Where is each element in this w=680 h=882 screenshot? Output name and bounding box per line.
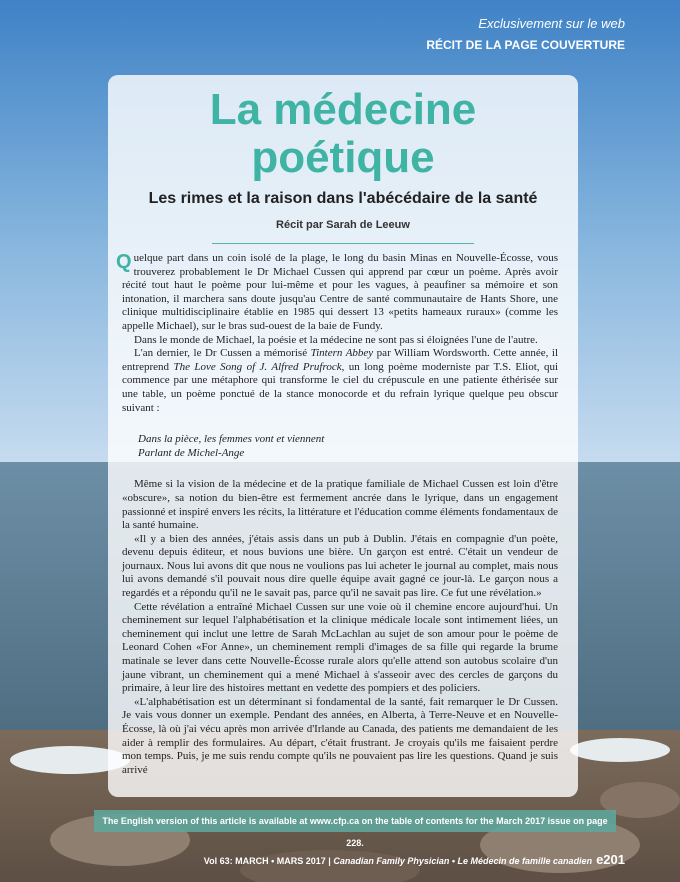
drop-cap: Q <box>116 251 132 273</box>
page-footer <box>204 852 625 867</box>
paragraph-3-part-a: L'an dernier, le Dr Cussen a mémorisé <box>134 347 311 360</box>
paragraph-3-part-b: par William Wordsworth. Cette année, il entreprend <box>122 347 558 373</box>
paragraph-4: Même si la vision de la médecine et de la pratique familiale de Michael Cussen est loin d'être «obscure», sa notion du bien-être est fermement ancrée dans le lyrique, dans un engagement passionné et inspiré envers les récits, la littérature et l'éducation comme éléments fondamentaux de la santé humaine. <box>122 478 558 532</box>
paragraph-1-text: uelque part dans un coin isolé de la plage, le long du basin Minas en Nouvelle-Écosse, vous trouverez probablement le Dr Michael Cussen qui apprend par cœur un poème. Après avoir récité tout haut le poème pour lui-même et pour les vagues, à peaufiner sa mémoire et son intonation, il marchera sans doute jusqu'au Centre de santé communautaire de Hants Shore, une clinique multidisciplinaire établie en 1985 qui dessert 13 «petits hameaux ruraux» (comme les appelle Michael), sur le bras sud-ouest de la baie de Fundy. <box>122 252 558 332</box>
article-subtitle: Les rimes et la raison dans l'abécédaire de la santé <box>148 190 538 207</box>
poem-quote <box>138 433 558 460</box>
paragraph-7: «L'alphabétisation est un déterminant si fondamental de la santé, fait remarquer le Dr Cussen. Je vais vous donner un exemple. Pendant des années, en Alberta, à Terre-Neuve et en Nouvelle-Écosse, là où j'ai vécu après mon arrivée d'Irlande au Canada, des patients me demandaient de les aider à remplir des formulaires. Au départ, c'était frustrant. Je croyais qu'ils me faisaient perdre mon temps. Puis, je me suis rendu compte qu'ils ne pouvaient pas lire les questions. Quand je suis arrivé <box>122 695 558 776</box>
article-body <box>116 251 558 782</box>
paragraph-2: Dans le monde de Michael, la poésie et la médecine ne sont pas si éloignées l'une de l'autre. <box>134 333 538 346</box>
section-label: RÉCIT DE LA PAGE COUVERTURE <box>426 38 625 52</box>
footer-volume: Vol 63: MARCH • MARS 2017 | <box>203 856 334 866</box>
paragraph-3 <box>122 347 558 415</box>
article-byline: Récit par Sarah de Leeuw <box>276 219 410 231</box>
web-exclusive-kicker: Exclusivement sur le web <box>478 16 625 31</box>
title-line-1: La médecine <box>209 85 477 134</box>
footer-magazine: Canadian Family Physician • Le Médecin de famille canadien <box>333 856 593 866</box>
paragraph-1 <box>116 251 558 334</box>
paragraph-6: Cette révélation a entraîné Michael Cussen sur une voie où il chemine encore aujourd'hui. Un cheminement sur lequel l'alphabétisation et la clinique médicale locale sont intimement liées, un cheminement qui inclut une lettre de Sarah McLachlan au sujet de son amour pour le poème de Leonard Cohen «For Anne», un cheminement rempli d'images de sa fille qui regarde la brume matinale se lever dans cette Nouvelle-Écosse rurale alors qu'elle attend son autobus scolaire d'un jaune vibrant, un cheminement qui a mené Michael à s'asseoir avec des cercles de garçons du primaire, à leur lire des histoires mettant en vedette des pompiers et des policiers. <box>122 600 558 695</box>
article-title <box>108 86 578 182</box>
page-number: e201 <box>596 852 625 867</box>
poem-title-tintern: Tintern Abbey <box>310 347 374 360</box>
poem-title-prufrock: The Love Song of J. Alfred Prufrock <box>173 360 342 373</box>
quote-line-2: Parlant de Michel-Ange <box>138 446 245 459</box>
english-version-banner: The English version of this article is available at www.cfp.ca on the table of contents for the March 2017 issue on page 228. <box>94 810 616 832</box>
title-divider <box>212 243 474 244</box>
paragraph-3-part-c: , un long poème moderniste par T.S. Eliot, qui commence par une métaphore qui transforme le ciel du crépuscule en une patiente éthérisée sur une table, un poème ponctué de la stance monocorde et du refrain lyrique quelque peu obscur suivant : <box>122 360 558 414</box>
title-line-2: poétique <box>251 133 435 182</box>
paragraph-5: «Il y a bien des années, j'étais assis dans un pub à Dublin. J'étais en compagnie d'un poète, devenu depuis éditeur, et nous buvions une bière. Un garçon est entré. C'était un vendeur de journaux. Nous lui avons dit que nous ne voulions pas lui acheter le journal au complet, mais nous lui avons demandé s'il pouvait nous dire quelle équipe avait gagné ce jour-là. Le garçon nous a regardés et a répondu qu'il ne le savait pas, parce qu'il ne savait pas lire. Ce fut une révélation.» <box>122 532 558 600</box>
quote-line-1: Dans la pièce, les femmes vont et viennent <box>138 433 325 446</box>
